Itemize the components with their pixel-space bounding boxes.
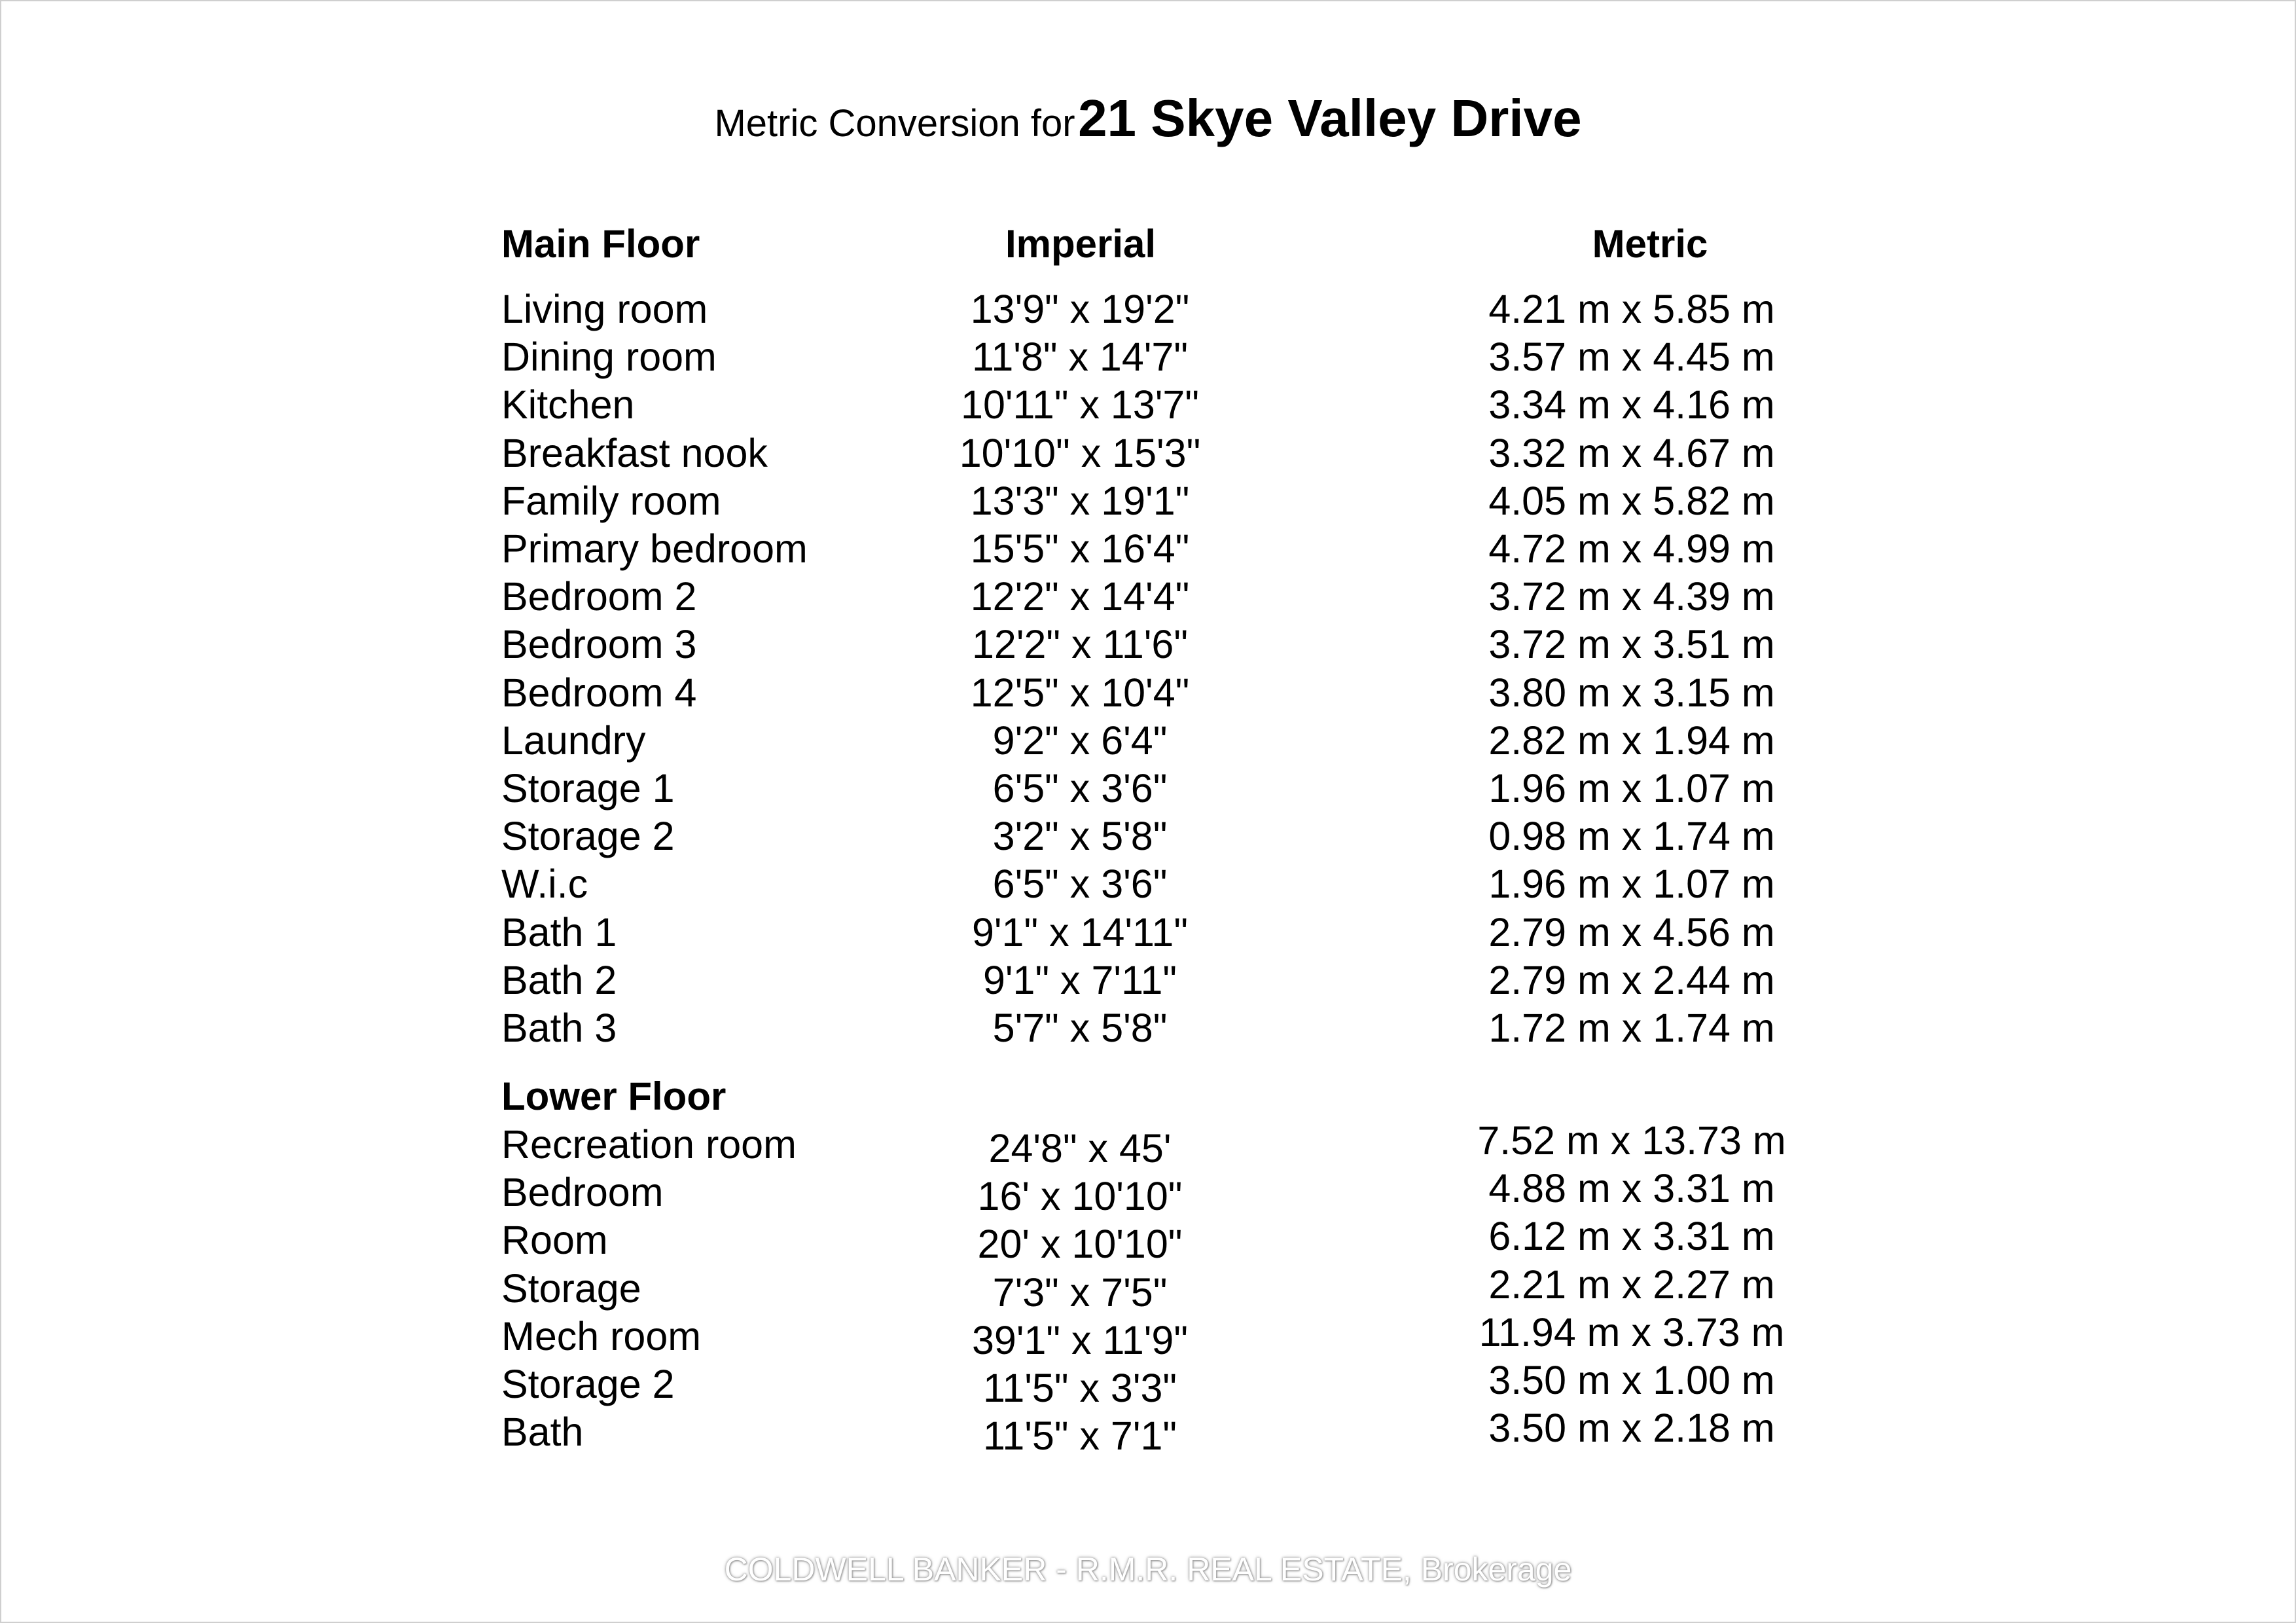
metric-dimensions: 6.12 m x 3.31 m — [1488, 1214, 1775, 1259]
metric-dimensions: 2.21 m x 2.27 m — [1488, 1262, 1775, 1307]
room-name: Kitchen — [501, 382, 635, 428]
room-name: Storage 1 — [501, 766, 675, 811]
room-name: Bedroom 4 — [501, 670, 697, 715]
room-name: Dining room — [501, 335, 717, 380]
metric-column-header: Metric — [1592, 222, 1708, 266]
imperial-dimensions: 11'5" x 7'1" — [982, 1413, 1177, 1459]
room-name: W.i.c — [501, 862, 588, 907]
metric-dimensions: 3.80 m x 3.15 m — [1488, 670, 1775, 715]
room-name: Storage 2 — [501, 814, 675, 859]
imperial-dimensions: 6'5" x 3'6" — [992, 862, 1168, 907]
page-title — [0, 88, 2296, 149]
imperial-dimensions: 9'1" x 14'11" — [971, 909, 1189, 955]
imperial-dimensions: 11'5" x 3'3" — [982, 1366, 1177, 1410]
brokerage-watermark: COLDWELL BANKER - R.M.R. REAL ESTATE, Brokerage — [724, 1551, 1572, 1588]
imperial-dimensions: 12'5" x 10'4" — [970, 670, 1190, 715]
metric-dimensions: 1.96 m x 1.07 m — [1488, 766, 1775, 811]
imperial-dimensions: 10'10" x 15'3" — [959, 430, 1201, 475]
metric-dimensions: 3.72 m x 3.51 m — [1488, 622, 1775, 667]
room-name: Laundry — [501, 718, 646, 763]
metric-dimensions: 3.50 m x 1.00 m — [1488, 1358, 1775, 1402]
room-name: Family room — [501, 478, 721, 523]
imperial-dimensions: 10'11" x 13'7" — [961, 382, 1199, 428]
lower-floor-heading: Lower Floor — [501, 1074, 726, 1118]
imperial-dimensions: 15'5" x 16'4" — [970, 526, 1190, 571]
room-name: Bedroom — [501, 1170, 664, 1215]
metric-dimensions: 4.21 m x 5.85 m — [1488, 287, 1775, 331]
imperial-dimensions: 13'9" x 19'2" — [970, 287, 1190, 331]
room-name: Storage 2 — [501, 1362, 675, 1406]
imperial-dimensions: 16' x 10'10" — [977, 1174, 1183, 1219]
imperial-dimensions: 3'2" x 5'8" — [992, 814, 1168, 859]
room-name: Mech room — [501, 1313, 702, 1359]
metric-dimensions: 2.82 m x 1.94 m — [1488, 718, 1775, 763]
room-name: Bath 2 — [501, 957, 617, 1002]
imperial-dimensions: 7'3" x 7'5" — [992, 1269, 1168, 1315]
title-address: 21 Skye Valley Drive — [1078, 89, 1582, 147]
room-name: Bath 1 — [501, 909, 617, 955]
metric-dimensions: 4.88 m x 3.31 m — [1488, 1166, 1775, 1211]
room-name: Recreation room — [501, 1122, 797, 1167]
imperial-dimensions: 11'8" x 14'7" — [971, 335, 1189, 380]
room-name: Primary bedroom — [501, 526, 808, 571]
metric-dimensions: 7.52 m x 13.73 m — [1477, 1118, 1786, 1163]
metric-dimensions: 2.79 m x 2.44 m — [1488, 957, 1775, 1002]
metric-dimensions: 11.94 m x 3.73 m — [1479, 1309, 1785, 1355]
metric-dimensions: 1.96 m x 1.07 m — [1488, 862, 1775, 907]
imperial-dimensions: 5'7" x 5'8" — [992, 1006, 1168, 1050]
room-name: Storage — [501, 1266, 641, 1311]
room-name: Bedroom 3 — [501, 622, 697, 667]
imperial-dimensions: 12'2" x 14'4" — [970, 574, 1190, 619]
imperial-dimensions: 6'5" x 3'6" — [992, 766, 1168, 811]
imperial-dimensions: 9'2" x 6'4" — [992, 718, 1168, 763]
metric-dimensions: 3.57 m x 4.45 m — [1488, 335, 1775, 380]
room-name: Living room — [501, 287, 708, 331]
main-floor-heading: Main Floor — [501, 222, 700, 266]
room-name: Breakfast nook — [501, 430, 768, 475]
metric-dimensions: 2.79 m x 4.56 m — [1488, 909, 1775, 955]
metric-dimensions: 4.72 m x 4.99 m — [1488, 526, 1775, 571]
metric-dimensions: 3.34 m x 4.16 m — [1488, 382, 1775, 428]
title-prefix: Metric Conversion for — [714, 102, 1075, 145]
metric-dimensions: 3.32 m x 4.67 m — [1488, 430, 1775, 475]
imperial-column-header: Imperial — [1005, 222, 1157, 266]
imperial-dimensions: 13'3" x 19'1" — [970, 478, 1190, 523]
metric-dimensions: 3.50 m x 2.18 m — [1488, 1406, 1775, 1451]
metric-dimensions: 3.72 m x 4.39 m — [1488, 574, 1775, 619]
imperial-dimensions: 20' x 10'10" — [977, 1222, 1183, 1267]
room-name: Bath — [501, 1410, 584, 1455]
metric-dimensions: 4.05 m x 5.82 m — [1488, 478, 1775, 523]
room-name: Room — [501, 1218, 608, 1263]
imperial-dimensions: 24'8" x 45' — [988, 1126, 1172, 1171]
metric-dimensions: 1.72 m x 1.74 m — [1488, 1006, 1775, 1050]
imperial-dimensions: 12'2" x 11'6" — [971, 622, 1189, 667]
imperial-dimensions: 39'1" x 11'9" — [971, 1317, 1189, 1362]
room-name: Bath 3 — [501, 1006, 617, 1050]
imperial-dimensions: 9'1" x 7'11" — [982, 957, 1177, 1002]
room-name: Bedroom 2 — [501, 574, 697, 619]
metric-dimensions: 0.98 m x 1.74 m — [1488, 814, 1775, 859]
